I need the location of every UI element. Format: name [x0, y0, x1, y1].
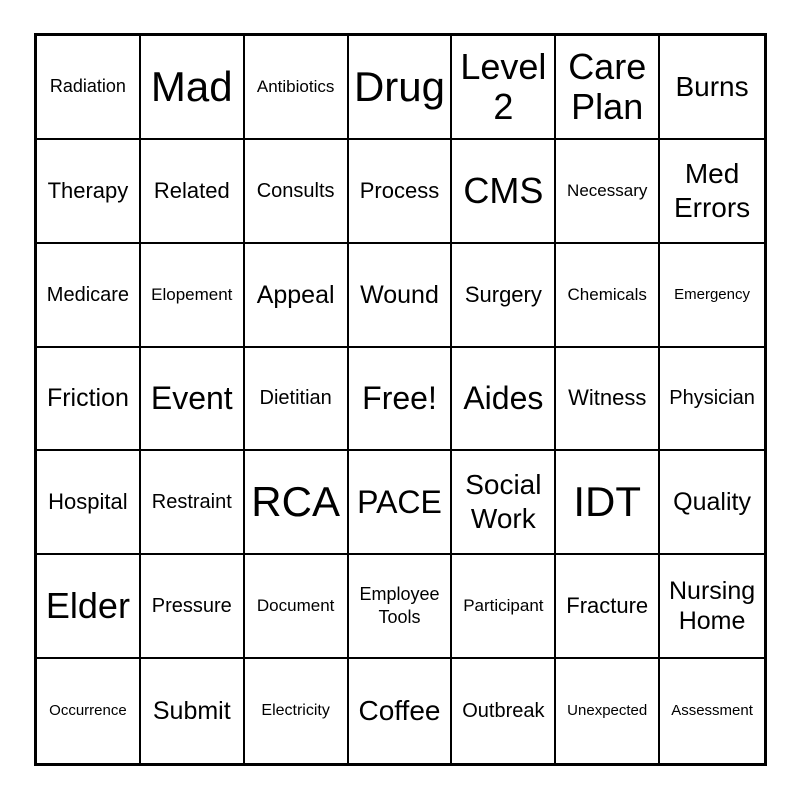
bingo-cell[interactable]	[141, 451, 245, 555]
cell-label: RCA	[251, 478, 340, 526]
bingo-cell[interactable]	[37, 555, 141, 659]
bingo-cell[interactable]	[556, 555, 660, 659]
bingo-cell[interactable]	[349, 36, 453, 140]
cell-label: Friction	[46, 384, 129, 413]
cell-label: Witness	[568, 385, 647, 411]
bingo-cell[interactable]	[37, 348, 141, 452]
cell-label: Care Plan	[568, 45, 647, 127]
cell-label: Surgery	[464, 281, 542, 307]
cell-label: Therapy	[47, 177, 129, 203]
cell-label: Physician	[669, 387, 755, 410]
bingo-cell[interactable]	[452, 659, 556, 763]
cell-label: Emergency	[674, 285, 750, 303]
bingo-cell[interactable]	[556, 244, 660, 348]
bingo-cell[interactable]	[452, 140, 556, 244]
bingo-cell[interactable]	[37, 36, 141, 140]
bingo-cell[interactable]	[37, 140, 141, 244]
bingo-cell[interactable]	[37, 451, 141, 555]
bingo-cell[interactable]	[245, 451, 349, 555]
bingo-cell[interactable]	[141, 36, 245, 140]
cell-label: Assessment	[671, 702, 753, 720]
cell-label: Dietitian	[259, 387, 332, 410]
cell-label: Mad	[150, 62, 233, 110]
bingo-cell[interactable]	[349, 244, 453, 348]
bingo-cell[interactable]	[245, 36, 349, 140]
cell-label: Elder	[45, 585, 130, 627]
cell-label: Aides	[463, 380, 544, 417]
cell-label: PACE	[357, 484, 442, 521]
bingo-cell[interactable]	[141, 348, 245, 452]
cell-label: Free!	[362, 380, 437, 417]
bingo-cell[interactable]	[660, 244, 764, 348]
cell-label: Fracture	[566, 593, 649, 619]
cell-label: Antibiotics	[256, 76, 335, 96]
bingo-cell[interactable]	[37, 659, 141, 763]
bingo-cell[interactable]	[349, 659, 453, 763]
bingo-cell[interactable]	[349, 451, 453, 555]
bingo-cell[interactable]	[452, 244, 556, 348]
bingo-cell[interactable]	[37, 244, 141, 348]
cell-label: Elopement	[151, 284, 233, 304]
bingo-cell[interactable]	[660, 140, 764, 244]
bingo-cell[interactable]	[245, 348, 349, 452]
bingo-cell[interactable]	[245, 555, 349, 659]
cell-label: Burns	[675, 70, 749, 102]
cell-label: Level 2	[460, 45, 547, 127]
bingo-cell[interactable]	[141, 659, 245, 763]
bingo-board	[34, 33, 767, 766]
bingo-cell[interactable]	[556, 451, 660, 555]
bingo-cell[interactable]	[452, 555, 556, 659]
cell-label: Participant	[463, 596, 544, 616]
bingo-cell[interactable]	[349, 140, 453, 244]
cell-label: Restraint	[151, 491, 232, 514]
cell-label: Event	[150, 380, 233, 417]
cell-label: Drug	[353, 62, 446, 110]
bingo-cell[interactable]	[452, 348, 556, 452]
cell-label: Process	[359, 177, 440, 203]
bingo-cell[interactable]	[556, 36, 660, 140]
cell-label: Outbreak	[462, 700, 545, 723]
cell-label: Electricity	[261, 702, 330, 720]
bingo-cell[interactable]	[349, 348, 453, 452]
cell-label: Radiation	[49, 76, 126, 97]
cell-label: Necessary	[567, 180, 648, 200]
cell-label: Social Work	[465, 469, 542, 535]
cell-label: Employee Tools	[359, 584, 440, 628]
cell-label: Medicare	[46, 283, 130, 306]
cell-label: IDT	[573, 478, 642, 526]
bingo-cell[interactable]	[452, 451, 556, 555]
cell-label: Hospital	[48, 489, 128, 515]
cell-label: Unexpected	[567, 702, 648, 720]
cell-label: Related	[153, 177, 230, 203]
cell-label: Coffee	[358, 695, 441, 727]
bingo-cell[interactable]	[245, 244, 349, 348]
bingo-cell[interactable]	[556, 348, 660, 452]
bingo-cell[interactable]	[141, 244, 245, 348]
bingo-cell[interactable]	[349, 555, 453, 659]
cell-label: Occurrence	[49, 702, 127, 720]
cell-label: Pressure	[151, 595, 232, 618]
cell-label: Chemicals	[567, 284, 647, 304]
bingo-cell[interactable]	[660, 659, 764, 763]
bingo-cell[interactable]	[660, 348, 764, 452]
bingo-cell[interactable]	[141, 555, 245, 659]
bingo-cell[interactable]	[556, 140, 660, 244]
cell-label: Nursing Home	[668, 577, 756, 636]
bingo-cell[interactable]	[452, 36, 556, 140]
bingo-cell[interactable]	[660, 451, 764, 555]
cell-label: CMS	[463, 169, 544, 211]
bingo-cell[interactable]	[141, 140, 245, 244]
cell-label: Appeal	[256, 280, 335, 309]
cell-label: Submit	[152, 697, 231, 726]
cell-label: Quality	[673, 488, 751, 517]
cell-label: Wound	[360, 280, 439, 309]
cell-label: Med Errors	[673, 157, 751, 223]
bingo-cell[interactable]	[660, 555, 764, 659]
bingo-cell[interactable]	[660, 36, 764, 140]
bingo-cell[interactable]	[556, 659, 660, 763]
cell-label: Document	[256, 596, 335, 616]
cell-label: Consults	[256, 179, 335, 202]
bingo-cell[interactable]	[245, 140, 349, 244]
bingo-cell[interactable]	[245, 659, 349, 763]
